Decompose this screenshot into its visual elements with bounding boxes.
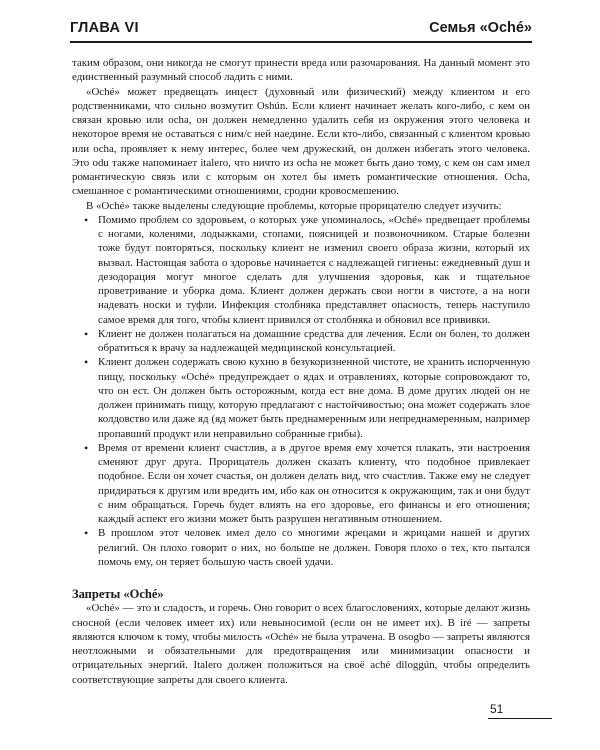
running-title: Семья «Oché» [429,20,532,36]
list-item: • Помимо проблем со здоровьем, о которых уже упоминалось, «Oché» предвещает проблемы с ногами, коленями, лодыжками, стопами, поясницей и позвоночником. Старые болезни тоже будут повторяться, поскольку клиент не изменил своего образа жизни, который их вызвал. Настоящая забота о здоровье начинается с надлежащей гигиены: ежедневный душ и дезодорация могут многое сделать для улучшения здоровья, как и тщательное проветривание и уборка дома. Клиент должен держать свои ногти в чистоте, а на ноги надевать носки и туфли. Инфекция столбняка представляет опасность, теперь наступило самое время для того, чтобы клиент привился от столбняка и обновил все прививки. [72,213,530,327]
list-item: • В прошлом этот человек имел дело со многими жрецами и жрицами нашей и других религий. Он плохо говорит о них, но больше не должен. Говоря плохо о тех, кто пытался помочь ему, он теряет большую часть своей удачи. [72,526,530,569]
paragraph-problems-intro: В «Oché» также выделены следующие проблемы, которые прорицателю следует изучить: [86,199,502,212]
section-heading: Запреты «Oché» [72,587,164,601]
paragraph-incest: «Oché» может предвещать инцест (духовный или физический) между клиентом и его родственниками, что сильно возмутит Oshún. Если клиент начинает желать кого-либо, с кем он связан кровью или ocha, он должен немедленно удалить себя из окружения этого человека и некоторое время не оставаться с ним/с ней наедине. Если кто-либо, связанный с клиентом кровью или ocha, проявляет к нему интерес, более чем дружеский, он должен избегать этого человека. Это odu также напоминает italero, что ничто из ocha не может быть дано тому, с кем он сам имел романтическую связь или с которым он хотел бы иметь романтические отношения. Ocha, смешанное с романтическими отношениями, сродни кровосмешению. [72,85,530,198]
page-body [72,56,530,687]
list-item: • Клиент должен содержать свою кухню в безукоризненной чистоте, не хранить испорченную пищу, поскольку «Oché» предупреждает о ядах и отравлениях, которые сопровождают то, что он ест. Он должен быть осторожным, когда ест вне дома. В доме других людей он не должен принимать пищу, которую предлагают с настойчивостью; она может содержать злое колдовство или даже яд (яд может быть преднамеренным или непреднамеренным, например пропавший продукт или неправильно собранные грибы). [72,355,530,441]
page-header [70,17,532,43]
problems-list [72,213,530,569]
list-item: • Время от времени клиент счастлив, а в другое время ему хочется плакать, эти настроения сменяют друг друга. Прорицатель должен сказать клиенту, что подобное привлекает подобное. Если он хочет счастья, он должен делать вид, что счастлив. Также ему не следует придираться к другим или вредить им, ибо как он относится к окружающим, так и они будут с ним обращаться. Горечь будет влиять на его здоровье, его финансы и его отношения; каждый аспект его жизни может быть разрушен негативным отношением. [72,441,530,527]
page-number: 51 [488,702,552,719]
chapter-label: ГЛАВА VI [70,20,139,36]
section-paragraph: «Oché» — это и сладость, и горечь. Оно говорит о всех благословениях, которые делают жизнь сносной (если человек имеет их) или невыносимой (если он не имеет их). В iré — запреты являются ключом к тому, чтобы милость «Oché» не была утрачена. В osogbo — запреты являются неотложными и обязательными для предотвращения или минимизации опасности и отрицательных энергий. Italero должен положиться на своё aché diloggún, чтобы определить соответствующие запреты для своего клиента. [72,602,530,686]
list-item: • Клиент не должен полагаться на домашние средства для лечения. Если он болен, то должен обратиться к врачу за надлежащей медицинской консультацией. [72,327,530,356]
paragraph-continuation: таким образом, они никогда не смогут принести вреда или разочарования. На данный момент это единственный разумный способ ладить с ними. [72,57,530,84]
